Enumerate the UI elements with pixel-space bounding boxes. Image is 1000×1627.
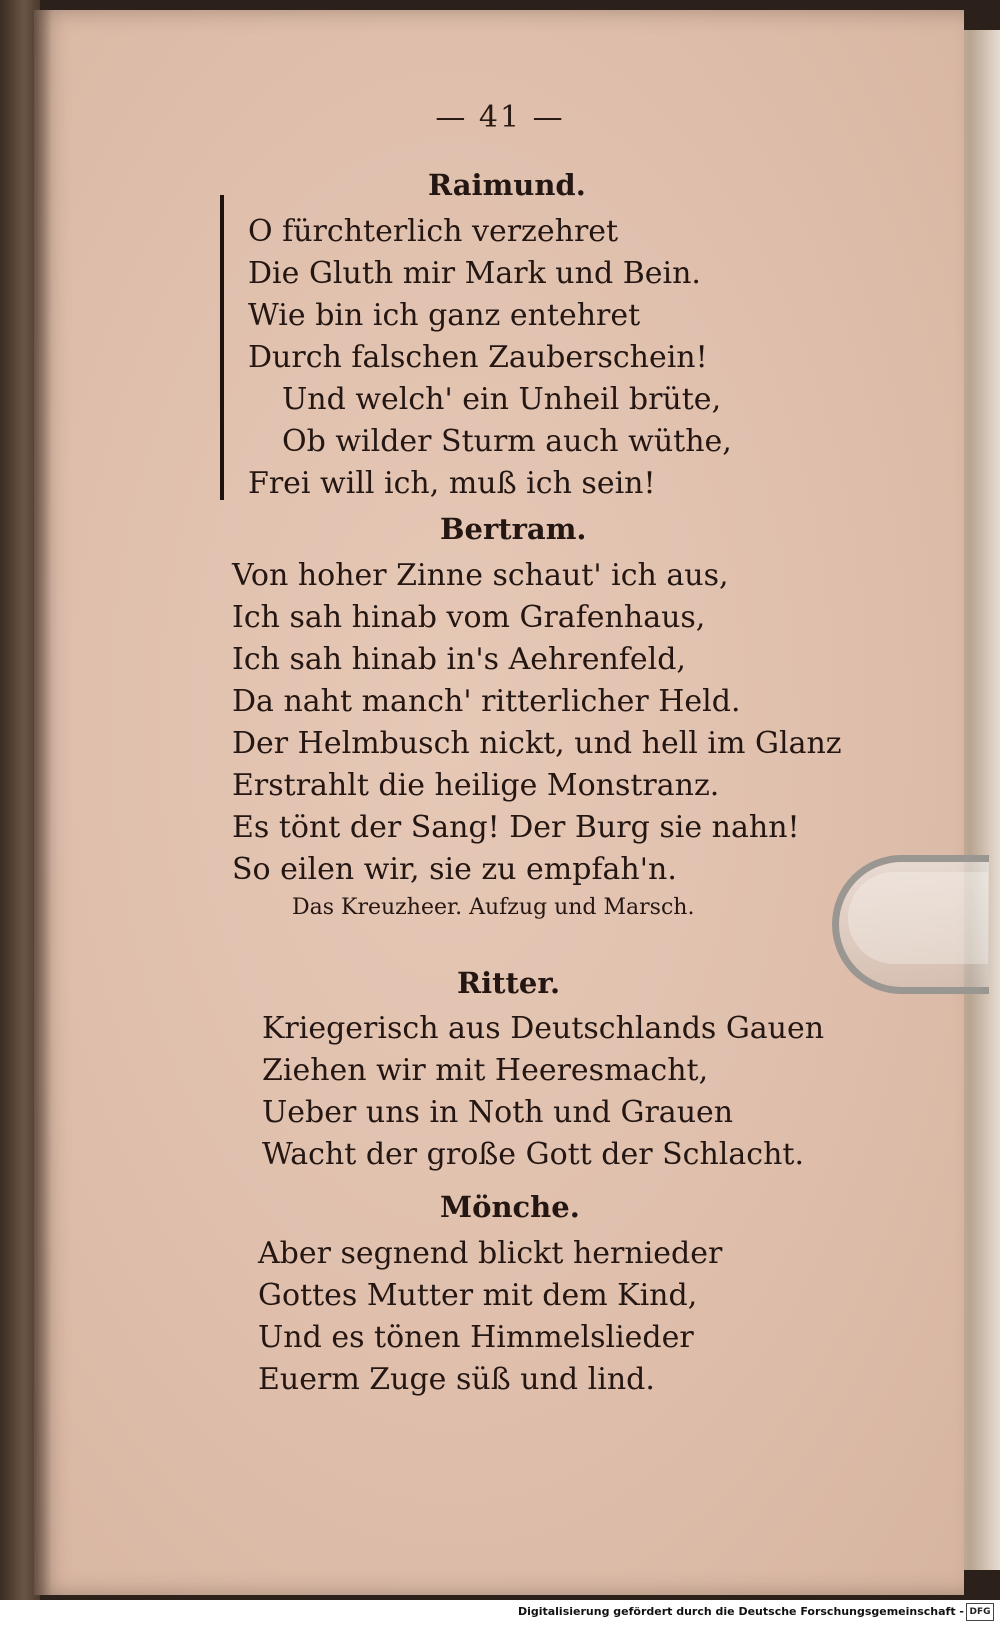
verse-line: Frei will ich, muß ich sein! (248, 466, 656, 501)
verse-line: Ziehen wir mit Heeresmacht, (262, 1053, 709, 1088)
verse-line: Von hoher Zinne schaut' ich aus, (232, 558, 729, 593)
verse-block-moenche (258, 1233, 722, 1401)
speaker-heading-ritter: Ritter. (457, 966, 561, 1000)
margin-bracket-line (220, 195, 224, 500)
verse-line: Wie bin ich ganz entehret (248, 298, 641, 333)
verse-block-bertram (232, 555, 842, 891)
verse-block-ritter (262, 1008, 824, 1176)
verse-line: Da naht manch' ritterlicher Held. (232, 684, 741, 719)
verse-line: So eilen wir, sie zu empfah'n. (232, 852, 677, 887)
verse-line: Ich sah hinab in's Aehrenfeld, (232, 642, 686, 677)
verse-block-raimund (248, 211, 732, 505)
speaker-heading-bertram: Bertram. (440, 512, 587, 546)
verse-line: Die Gluth mir Mark und Bein. (248, 256, 701, 291)
verse-line: Der Helmbusch nickt, und hell im Glanz (232, 726, 842, 761)
verse-line: Euerm Zuge süß und lind. (258, 1362, 655, 1397)
verse-line: Erstrahlt die heilige Monstranz. (232, 768, 720, 803)
dfg-logo: DFG (966, 1603, 994, 1621)
verse-line: Ueber uns in Noth und Grauen (262, 1095, 734, 1130)
page-number: — 41 — (435, 100, 565, 135)
verse-line: Es tönt der Sang! Der Burg sie nahn! (232, 810, 800, 845)
verse-line: Und welch' ein Unheil brüte, (282, 382, 722, 417)
stage-direction: Das Kreuzheer. Aufzug und Marsch. (292, 895, 695, 920)
speaker-heading-raimund: Raimund. (428, 168, 586, 202)
footer-bar (0, 1600, 1000, 1627)
funding-notice: Digitalisierung gefördert durch die Deutsche Forschungsgemeinschaft - (517, 1605, 964, 1618)
verse-line: Wacht der große Gott der Schlacht. (262, 1137, 804, 1172)
speaker-heading-moenche: Mönche. (440, 1190, 580, 1224)
verse-line: Kriegerisch aus Deutschlands Gauen (262, 1011, 825, 1046)
page-clip-highlight (848, 872, 988, 964)
verse-line: Und es tönen Himmelslieder (258, 1320, 694, 1355)
verse-line: Ich sah hinab vom Grafenhaus, (232, 600, 706, 635)
verse-line: O fürchterlich verzehret (248, 214, 619, 249)
gutter-shadow (34, 10, 52, 1595)
verse-line: Durch falschen Zauberschein! (248, 340, 708, 375)
verse-line: Ob wilder Sturm auch wüthe, (282, 424, 732, 459)
verse-line: Gottes Mutter mit dem Kind, (258, 1278, 698, 1313)
verse-line: Aber segnend blickt hernieder (258, 1236, 723, 1271)
